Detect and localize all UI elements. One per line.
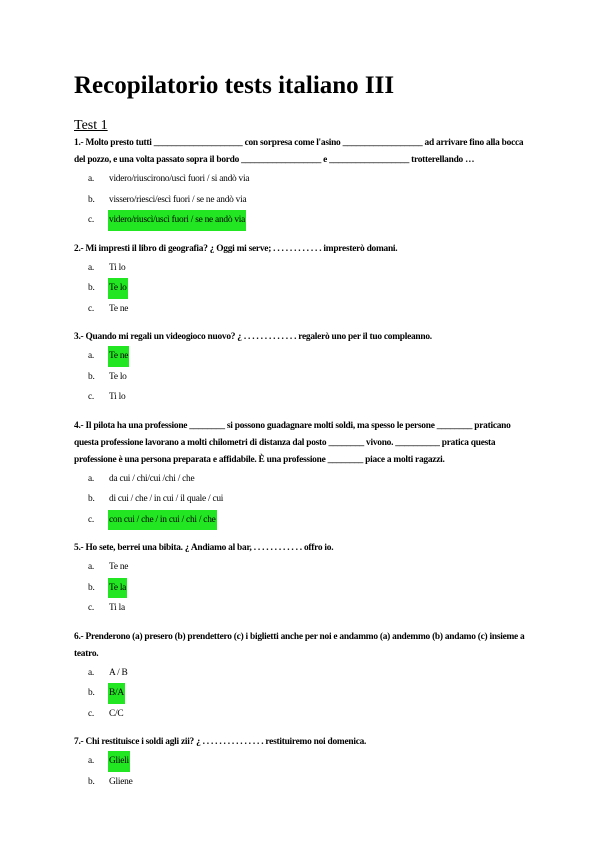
answer-options bbox=[74, 169, 534, 231]
question bbox=[74, 418, 534, 531]
answer-options bbox=[74, 346, 534, 408]
answer-option bbox=[74, 258, 534, 279]
answer-option bbox=[74, 510, 534, 531]
option-letter: a. bbox=[88, 351, 95, 361]
answer-options bbox=[74, 751, 534, 792]
option-letter: b. bbox=[88, 194, 95, 205]
answer-options bbox=[74, 258, 534, 320]
option-letter: b. bbox=[88, 494, 95, 504]
answer-option bbox=[74, 557, 534, 578]
option-letter: b. bbox=[88, 776, 95, 787]
answer-option bbox=[74, 169, 534, 190]
answer-option bbox=[74, 751, 534, 772]
answer-options bbox=[74, 663, 534, 725]
question bbox=[74, 629, 534, 725]
correct-answer-text: Te lo bbox=[108, 278, 128, 299]
option-letter: b. bbox=[88, 283, 95, 293]
correct-answer-text: Te ne bbox=[108, 346, 129, 367]
option-text: Te ne bbox=[109, 303, 129, 314]
option-text: A / B bbox=[109, 667, 128, 678]
answer-options bbox=[74, 469, 534, 531]
question-text: 7.- Chi restituisce i soldi agli zii? ¿ . . . . . . . . . . . . . . . restituiremo noi domenica. bbox=[74, 737, 367, 747]
option-letter: b. bbox=[88, 688, 95, 698]
answer-option bbox=[74, 210, 534, 231]
option-text: Te lo bbox=[109, 371, 127, 382]
option-text: Ti lo bbox=[109, 262, 126, 273]
option-letter: b. bbox=[88, 582, 95, 593]
question-text: 2.- Mi impresti il libro di geografia? ¿ Oggi mi serve; . . . . . . . . . . . . impresterò domani. bbox=[74, 243, 398, 254]
answer-option bbox=[74, 299, 534, 320]
answer-options bbox=[74, 557, 534, 619]
page-title: Recopilatorio tests italiano III bbox=[74, 72, 395, 99]
option-text: Ti la bbox=[109, 603, 125, 613]
answer-option bbox=[74, 278, 534, 299]
question-text: 5.- Ho sete, berrei una bibita. ¿ Andiamo al bar, . . . . . . . . . . . . offro io. bbox=[74, 543, 334, 553]
option-letter: b. bbox=[88, 371, 95, 382]
question-text: 3.- Quando mi regali un videogioco nuovo? ¿ . . . . . . . . . . . . . regalerò uno per il tuo compleanno. bbox=[74, 332, 432, 342]
option-letter: a. bbox=[88, 174, 95, 184]
question-text: 6.- Prenderono (a) presero (b) prendettero (c) i biglietti anche per noi e andammo (a) andemmo (b) andamo (c) insieme a teatro. bbox=[74, 631, 525, 659]
option-letter: c. bbox=[88, 215, 95, 225]
answer-option bbox=[74, 704, 534, 725]
option-text: di cui / che / in cui / il quale / cui bbox=[109, 494, 224, 504]
answer-option bbox=[74, 346, 534, 367]
question-text: 4.- Il pilota ha una professione ________ si possono guadagnare molti soldi, ma spesso le persone ________ praticano questa professione lavorano a molti chilometri di distanza dal posto ________ vivono. __________ pratica questa professione è una persona preparata e affidabile. È una professione ________ piace a molti ragazzi. bbox=[74, 420, 511, 465]
option-letter: a. bbox=[88, 473, 95, 484]
option-letter: c. bbox=[88, 708, 95, 719]
option-letter: a. bbox=[88, 667, 95, 678]
question bbox=[74, 329, 534, 408]
question-list bbox=[74, 135, 534, 792]
answer-option bbox=[74, 387, 534, 408]
option-letter: a. bbox=[88, 756, 95, 766]
option-letter: a. bbox=[88, 262, 95, 273]
correct-answer-text: videro/riuscì/uscì fuori / se ne andò via bbox=[108, 210, 246, 231]
option-text: Ti lo bbox=[109, 392, 126, 402]
option-letter: c. bbox=[88, 603, 95, 613]
option-text: vissero/riesci/escì fuori / se ne andò via bbox=[109, 194, 247, 205]
option-text: C/C bbox=[109, 708, 124, 719]
answer-option bbox=[74, 578, 534, 599]
question bbox=[74, 135, 534, 231]
answer-option bbox=[74, 489, 534, 510]
option-text: da cui / chi/cui /chi / che bbox=[109, 473, 195, 484]
question-text: 1.- Molto presto tutti ____________________ con sorpresa come l'asino __________________ ad arrivare fino alla bocca del pozzo, e una volta passato sopra il bordo __________________ e __________________ trotterellando … bbox=[74, 138, 524, 165]
option-letter: c. bbox=[88, 514, 95, 525]
option-letter: a. bbox=[88, 562, 95, 572]
correct-answer-text: B/A bbox=[108, 683, 125, 704]
answer-option bbox=[74, 367, 534, 388]
correct-answer-text: con cui / che / in cui / chi / che bbox=[108, 510, 217, 531]
answer-option bbox=[74, 598, 534, 619]
answer-option bbox=[74, 683, 534, 704]
question bbox=[74, 540, 534, 619]
question bbox=[74, 241, 534, 320]
answer-option bbox=[74, 772, 534, 793]
option-text: Gliene bbox=[109, 776, 133, 787]
option-text: Te ne bbox=[109, 562, 129, 572]
option-text: videro/riuscirono/uscì fuori / si andò via bbox=[109, 174, 250, 184]
question bbox=[74, 734, 534, 792]
answer-option bbox=[74, 663, 534, 684]
correct-answer-text: Te la bbox=[108, 578, 127, 599]
answer-option bbox=[74, 469, 534, 490]
correct-answer-text: Glieli bbox=[108, 751, 130, 772]
option-letter: c. bbox=[88, 392, 95, 402]
option-letter: c. bbox=[88, 303, 95, 314]
answer-option bbox=[74, 190, 534, 211]
test-heading: Test 1 bbox=[74, 118, 108, 133]
